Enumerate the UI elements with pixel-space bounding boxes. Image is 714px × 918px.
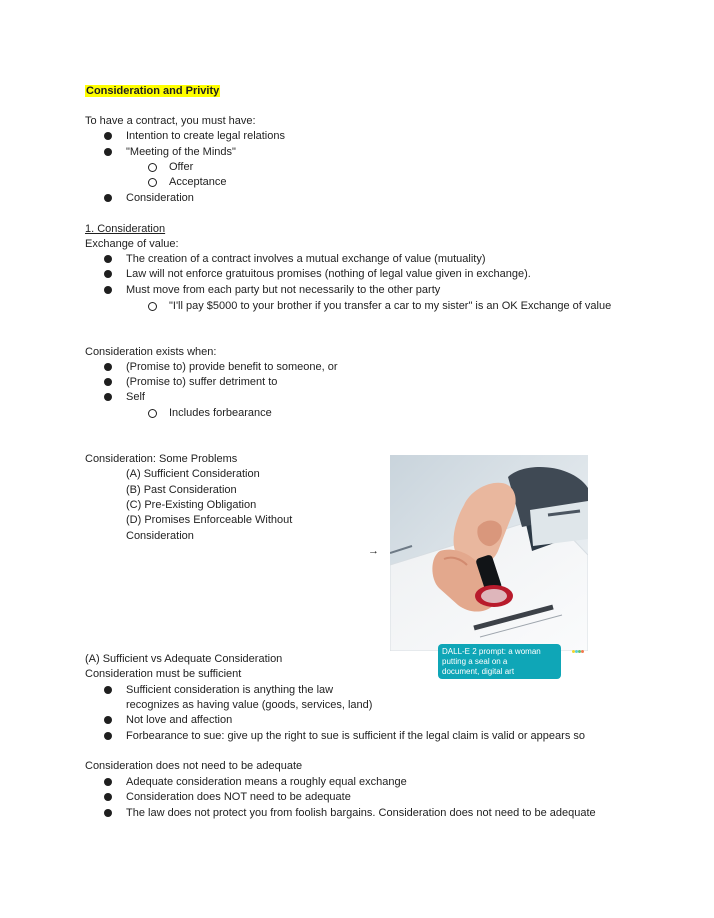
bullet-icon — [104, 194, 112, 202]
bullet-icon — [104, 286, 112, 294]
orange-dot-icon — [581, 650, 584, 653]
bullet-icon — [104, 132, 112, 140]
intro-item: Intention to create legal relations — [126, 130, 285, 142]
exists-sub-item: Includes forbearance — [169, 407, 272, 419]
section-item: Law will not enforce gratuitous promises (nothing of legal value given in exchange). — [126, 268, 531, 280]
adequate-item: Adequate consideration means a roughly equal exchange — [126, 776, 407, 788]
problems-lead: Consideration: Some Problems — [85, 453, 238, 465]
problem-item: Consideration — [126, 530, 194, 542]
section-item: Must move from each party but not necessarily to the other party — [126, 284, 441, 296]
hollow-bullet-icon — [148, 302, 157, 311]
sufficient-lead: Consideration must be sufficient — [85, 668, 242, 680]
sufficient-heading: (A) Sufficient vs Adequate Consideration — [85, 653, 283, 665]
bullet-icon — [104, 686, 112, 694]
title-highlight: Consideration and Privity — [86, 85, 220, 97]
document-title — [85, 84, 220, 98]
adequate-lead: Consideration does not need to be adequate — [85, 760, 303, 772]
hollow-bullet-icon — [148, 163, 157, 172]
bullet-icon — [104, 732, 112, 740]
bullet-icon — [104, 809, 112, 817]
problem-item: (B) Past Consideration — [126, 484, 237, 496]
image-caption-badge — [438, 644, 561, 679]
adequate-item: The law does not protect you from foolish bargains. Consideration does not need to be adequate — [126, 807, 596, 819]
bullet-icon — [104, 148, 112, 156]
sufficient-item: Not love and affection — [126, 714, 233, 726]
problem-item: (D) Promises Enforceable Without — [126, 514, 293, 526]
intro-lead: To have a contract, you must have: — [85, 115, 256, 127]
intro-sub-item: Offer — [169, 161, 194, 173]
exists-lead: Consideration exists when: — [85, 346, 217, 358]
problem-item: (C) Pre-Existing Obligation — [126, 499, 257, 511]
adequate-item: Consideration does NOT need to be adequate — [126, 791, 351, 803]
caption-line: putting a seal on a — [442, 657, 508, 666]
document-seal-photo — [390, 455, 588, 651]
section-lead: Exchange of value: — [85, 238, 179, 250]
bullet-icon — [104, 270, 112, 278]
color-dots — [572, 650, 584, 654]
problem-item: (A) Sufficient Consideration — [126, 468, 260, 480]
sufficient-item: Forbearance to sue: give up the right to sue is sufficient if the legal claim is valid or appears so — [126, 730, 585, 742]
sufficient-item: Sufficient consideration is anything the law — [126, 684, 334, 696]
caption-line: document, digital art — [442, 667, 515, 676]
sufficient-item-continuation: recognizes as having value (goods, services, land) — [126, 699, 373, 711]
bullet-icon — [104, 793, 112, 801]
intro-item: Consideration — [126, 192, 194, 204]
caption-line: DALL-E 2 prompt: a woman — [442, 647, 541, 656]
hollow-bullet-icon — [148, 178, 157, 187]
bullet-icon — [104, 378, 112, 386]
section-item: The creation of a contract involves a mutual exchange of value (mutuality) — [126, 253, 486, 265]
bullet-icon — [104, 255, 112, 263]
seal-illustration — [390, 455, 588, 651]
exists-item: (Promise to) suffer detriment to — [126, 376, 278, 388]
bullet-icon — [104, 393, 112, 401]
bullet-icon — [104, 363, 112, 371]
hollow-bullet-icon — [148, 409, 157, 418]
bullet-icon — [104, 778, 112, 786]
arrow-right-icon: → — [368, 545, 379, 557]
exists-item: (Promise to) provide benefit to someone, or — [126, 361, 338, 373]
section-sub-item: "I'll pay $5000 to your brother if you transfer a car to my sister" is an OK Exchange of value — [169, 300, 612, 312]
exists-item: Self — [126, 391, 145, 403]
intro-item: "Meeting of the Minds" — [126, 146, 236, 158]
intro-sub-item: Acceptance — [169, 176, 227, 188]
bullet-icon — [104, 716, 112, 724]
section-heading: 1. Consideration — [85, 223, 166, 235]
